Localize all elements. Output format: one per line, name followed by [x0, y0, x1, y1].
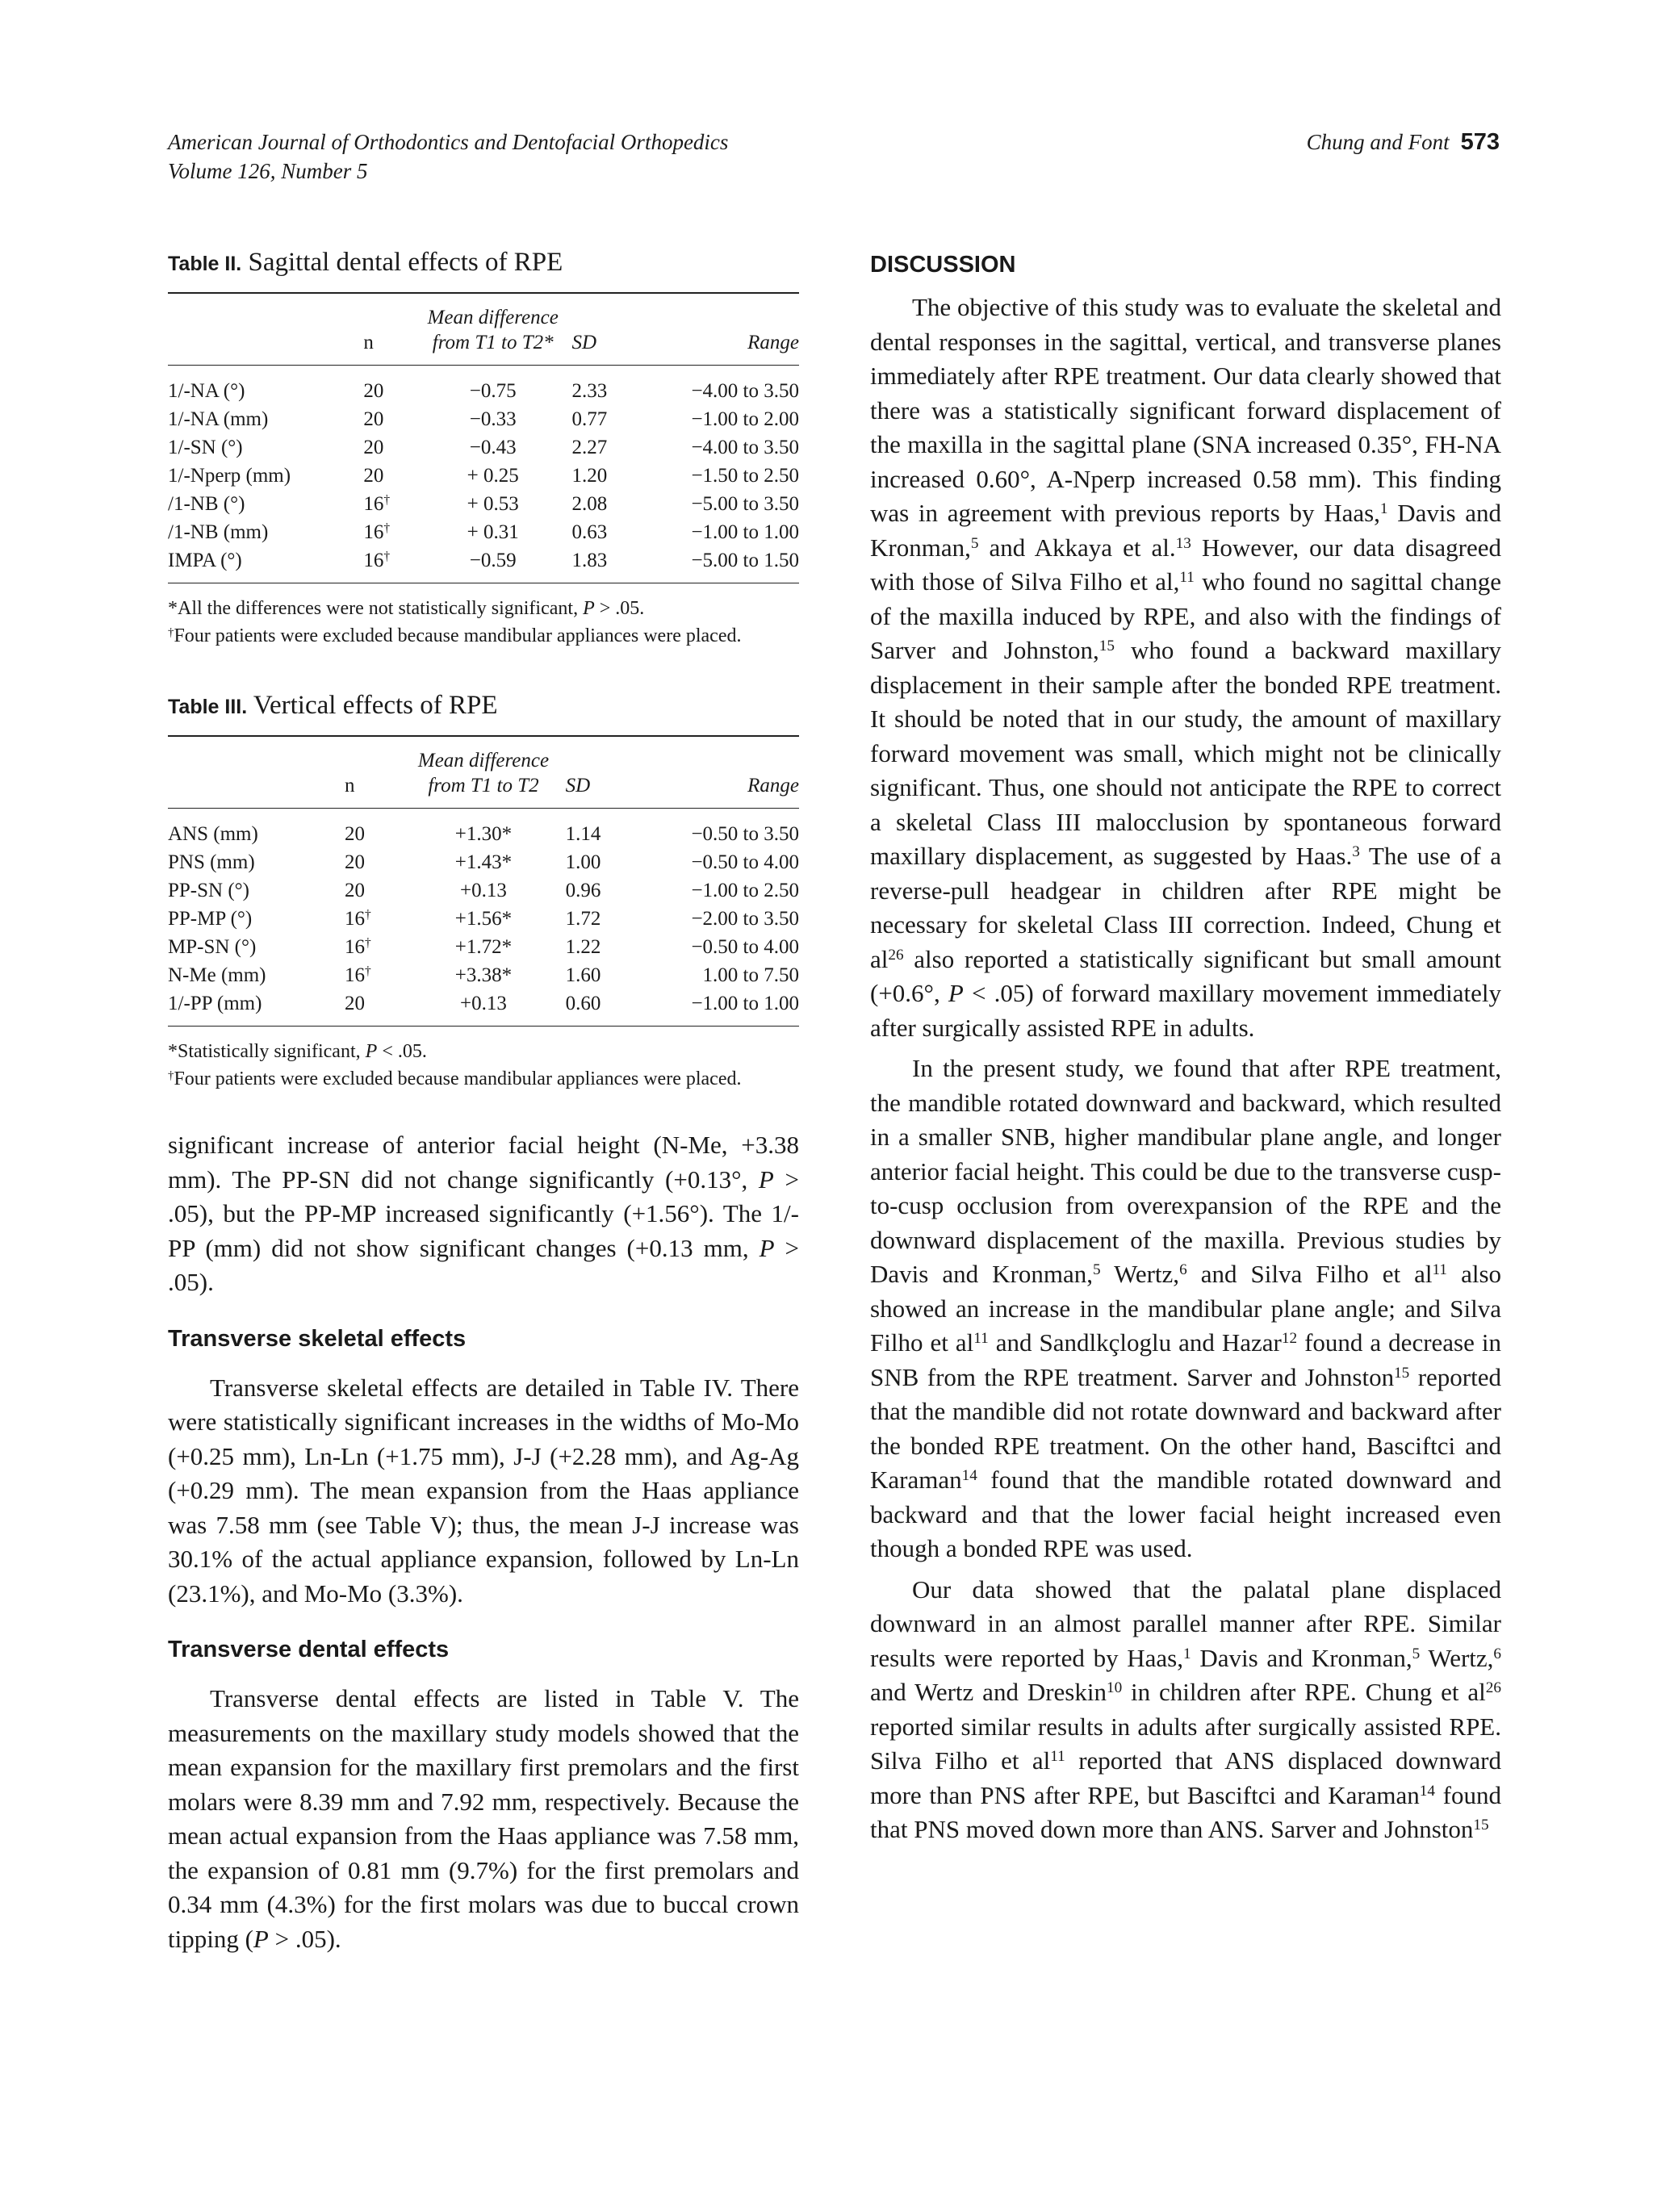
- table-2-footnotes: [168, 595, 799, 650]
- cell-variable: ANS (mm): [168, 823, 258, 845]
- cell-range: −5.00 to 1.50: [691, 550, 799, 571]
- cell-variable: PP-MP (°): [168, 908, 253, 930]
- running-header-right: [1307, 128, 1500, 157]
- table-2-title: Sagittal dental effects of RPE: [248, 248, 563, 277]
- cell-sd: 1.60: [565, 964, 601, 986]
- table-row: [168, 462, 799, 490]
- table-row: [168, 989, 799, 1027]
- table-row: [168, 546, 799, 583]
- heading-transverse-skeletal: Transverse skeletal effects: [168, 1325, 467, 1352]
- table-2-col-n: n: [363, 332, 374, 353]
- cell-sd: 1.20: [571, 465, 608, 487]
- table-row: [168, 933, 799, 961]
- cell-range: −1.00 to 1.00: [691, 993, 799, 1014]
- table-2: [168, 244, 799, 650]
- discussion-paragraph-2: In the present study, we found that after RPE treatment, the mandible rotated downward and backward, which resulted in a smaller SNB, higher mandibular plane angle, and longer anterior facial height. This could be due to the transverse cusp-to-cusp occlusion from overexpansion of the RPE and the downward displacement of the maxilla. Previous studies by Davis and Kronman,$^5$ Wertz,$^6$ and Silva Filho et $al^{11}$ also showed an increase in the mandibular plane angle; and Silva Filho et $al^{11}$ and Sandlkçloglu and Hazar$^{12}$ found a decrease in SNB from the RPE treatment. Sarver and Johnston$^{15}$ reported that the mandible did not rotate downward and backward after the bonded RPE treatment. On the other hand, Basciftci and Karaman$^{14}$ found that the mandible rotated downward and backward and that the lower facial height increased even though a bonded RPE was used.: [870, 1054, 1502, 1562]
- cell-mean-difference: −0.59: [469, 550, 517, 571]
- cell-sd: 1.83: [571, 550, 608, 571]
- table-row: [168, 961, 799, 989]
- cell-sd: 1.72: [565, 908, 601, 930]
- cell-range: −4.00 to 3.50: [691, 380, 799, 402]
- table-row: [168, 876, 799, 905]
- cell-n: 16†: [344, 908, 371, 930]
- cell-sd: 1.22: [565, 936, 601, 958]
- heading-transverse-dental: Transverse dental effects: [168, 1637, 450, 1662]
- table-2-col-range: Range: [747, 332, 799, 353]
- cell-n: 20: [363, 408, 384, 430]
- left-body-text: [168, 1128, 799, 1956]
- cell-range: −1.00 to 2.00: [691, 408, 799, 430]
- cell-n: 20: [344, 993, 365, 1014]
- table-3-grid: [168, 735, 799, 1027]
- table-row: [168, 518, 799, 546]
- page-number: 573: [1460, 129, 1500, 155]
- cell-mean-difference: −0.75: [469, 380, 517, 402]
- table-2-footnote-1: *All the differences were not statistically significant, P > .05.: [168, 598, 645, 619]
- discussion-paragraph-1: The objective of this study was to evaluate the skeletal and dental responses in the sagittal, vertical, and transverse planes immediately after RPE treatment. Our data clearly showed that there was a statistically significant forward displacement of the maxilla in the sagittal plane (SNA increased 0.35°, FH-NA increased 0.60°, A-Nperp increased 0.58 mm). This finding was in agreement with previous reports by Haas,$^1$ Davis and Kronman,$^5$ and Akkaya et al.$^{13}$ However, our data disagreed with those of Silva Filho et al,$^{11}$ who found no sagittal change of the maxilla induced by RPE, and also with the findings of Sarver and Johnston,$^{15}$ who found a backward maxillary displacement in their sample after the bonded RPE treatment. It should be noted that in our study, the amount of maxillary forward movement was small, which might not be clinically significant. Thus, one should not anticipate the RPE to correct a skeletal Class III malocclusion by spontaneous forward maxillary displacement, as suggested by Haas.$^3$ The use of a reverse-pull headgear in children after RPE might be necessary for skeletal Class III correction. Indeed, Chung et $al^{26}$ also reported a statistically significant but small amount (+0.6°, P < .05) of forward maxillary movement immediately after surgically assisted RPE in adults.: [870, 293, 1501, 1042]
- cell-range: −2.00 to 3.50: [691, 908, 799, 930]
- continued-paragraph: significant increase of anterior facial height (N-Me, +3.38 mm). The PP-SN did not change significantly (+0.13°, P > .05), but the PP-MP increased significantly (+1.56°). The 1/-PP (mm) did not show significant changes (+0.13 mm, P > .05).: [168, 1131, 799, 1296]
- table-3-title: Vertical effects of RPE: [253, 691, 498, 720]
- running-header-left: [168, 128, 728, 186]
- paragraph-transverse-dental: Transverse dental effects are listed in Table V. The measurements on the maxillary study models showed that the mean expansion for the maxillary first premolars and the first molars were 8.39 mm and 7.92 mm, respectively. Because the mean actual expansion from the Haas appliance was 7.58 mm, the expansion of 0.81 mm (9.7%) for the first premolars and 0.34 mm (4.3%) for the first molars was due to buccal crown tipping (P > .05).: [168, 1684, 799, 1953]
- cell-variable: /1-NB (°): [168, 493, 245, 515]
- table-3-col-n: n: [344, 775, 355, 797]
- cell-n: 20: [344, 851, 365, 873]
- cell-variable: 1/-NA (°): [168, 380, 245, 402]
- table-2-body: [168, 366, 799, 583]
- table-2-col-sd: SD: [571, 332, 597, 353]
- cell-variable: /1-NB (mm): [168, 521, 269, 543]
- cell-range: 1.00 to 7.50: [702, 964, 799, 986]
- cell-sd: 0.96: [565, 880, 601, 901]
- cell-mean-difference: +1.72*: [454, 936, 513, 958]
- table-2-label: Table II.: [168, 253, 242, 275]
- table-3-footnote-1: *Statistically significant, P < .05.: [168, 1041, 427, 1062]
- cell-variable: MP-SN (°): [168, 936, 257, 958]
- cell-sd: 2.33: [571, 380, 608, 402]
- table-3-col-mean: Mean difference from T1 to T2: [417, 750, 550, 797]
- right-column: [870, 244, 1501, 1847]
- table-2-footnote-2: †Four patients were excluded because mandibular appliances were placed.: [168, 625, 742, 646]
- table-2-caption: [168, 244, 799, 282]
- cell-mean-difference: + 0.53: [467, 493, 519, 515]
- cell-variable: N-Me (mm): [168, 964, 266, 986]
- cell-range: −0.50 to 3.50: [691, 823, 799, 845]
- table-row: [168, 366, 799, 406]
- table-3-body: [168, 809, 799, 1027]
- cell-mean-difference: +3.38*: [454, 964, 513, 986]
- table-3-footnote-2: †Four patients were excluded because mandibular appliances were placed.: [168, 1068, 742, 1089]
- cell-sd: 0.77: [571, 408, 608, 430]
- paragraph-transverse-skeletal: Transverse skeletal effects are detailed in Table IV. There were statistically significant increases in the widths of Mo-Mo (+0.25 mm), Ln-Ln (+1.75 mm), J-J (+2.28 mm), and Ag-Ag (+0.29 mm). The mean expansion from the Haas appliance was 7.58 mm (see Table V); thus, the mean J-J increase was 30.1% of the actual appliance expansion, followed by Ln-Ln (23.1%), and Mo-Mo (3.3%).: [168, 1373, 799, 1608]
- cell-n: 20: [363, 380, 384, 402]
- cell-mean-difference: + 0.25: [467, 465, 519, 487]
- table-3-col-sd: SD: [565, 775, 591, 797]
- cell-variable: 1/-PP (mm): [168, 993, 262, 1014]
- table-3-header-row: [168, 736, 799, 809]
- cell-n: 16†: [363, 550, 391, 571]
- table-row: [168, 848, 799, 876]
- cell-mean-difference: + 0.31: [467, 521, 519, 543]
- cell-mean-difference: +0.13: [460, 993, 507, 1014]
- cell-n: 20: [344, 880, 365, 901]
- table-row: [168, 490, 799, 518]
- heading-discussion: DISCUSSION: [870, 252, 1016, 278]
- table-3-caption: [168, 687, 799, 725]
- discussion-paragraph-3: Our data showed that the palatal plane displaced downward in an almost parallel manner after RPE. Similar results were reported by Haas,$^1$ Davis and Kronman,$^5$ Wertz,$^6$ and Wertz and Dreskin$^{10}$ in children after RPE. Chung et $al^{26}$ reported similar results in adults after surgically assisted RPE. Silva Filho et $al^{11}$ reported that ANS displaced downward more than PNS after RPE, but Basciftci and Karaman$^{14}$ found that PNS moved down more than ANS. Sarver and Johnston$^{15}$: [870, 1574, 1502, 1843]
- table-2-grid: [168, 292, 799, 583]
- table-row: [168, 809, 799, 849]
- cell-n: 16†: [344, 964, 371, 986]
- left-column: [168, 244, 799, 1956]
- cell-range: −5.00 to 3.50: [691, 493, 799, 515]
- table-row: [168, 433, 799, 462]
- cell-range: −4.00 to 3.50: [691, 437, 799, 458]
- table-2-header-row: [168, 293, 799, 366]
- cell-n: 16†: [363, 493, 391, 515]
- cell-mean-difference: −0.43: [469, 437, 517, 458]
- cell-mean-difference: −0.33: [469, 408, 517, 430]
- cell-sd: 1.00: [565, 851, 601, 873]
- cell-variable: 1/-Nperp (mm): [168, 465, 291, 487]
- running-authors: Chung and Font: [1306, 130, 1450, 154]
- cell-mean-difference: +1.56*: [454, 908, 513, 930]
- discussion-body: [870, 291, 1501, 1847]
- table-row: [168, 905, 799, 933]
- journal-volume: Volume 126, Number 5: [168, 159, 368, 183]
- cell-variable: 1/-NA (mm): [168, 408, 269, 430]
- cell-variable: PP-SN (°): [168, 880, 249, 901]
- table-3-footnotes: [168, 1038, 799, 1093]
- cell-sd: 2.08: [571, 493, 608, 515]
- cell-n: 20: [363, 437, 384, 458]
- table-row: [168, 405, 799, 433]
- table-2-col-mean: Mean difference from T1 to T2*: [427, 307, 559, 353]
- cell-variable: IMPA (°): [168, 550, 242, 571]
- cell-range: −1.50 to 2.50: [691, 465, 799, 487]
- table-3: [168, 687, 799, 1093]
- cell-range: −1.00 to 2.50: [691, 880, 799, 901]
- cell-sd: 2.27: [571, 437, 608, 458]
- cell-n: 20: [363, 465, 384, 487]
- cell-sd: 0.63: [571, 521, 608, 543]
- cell-n: 20: [344, 823, 365, 845]
- cell-n: 16†: [344, 936, 371, 958]
- cell-n: 16†: [363, 521, 391, 543]
- table-3-label: Table III.: [168, 696, 248, 718]
- cell-mean-difference: +1.43*: [454, 851, 513, 873]
- cell-mean-difference: +1.30*: [454, 823, 513, 845]
- cell-variable: 1/-SN (°): [168, 437, 243, 458]
- cell-sd: 0.60: [565, 993, 601, 1014]
- cell-variable: PNS (mm): [168, 851, 255, 873]
- table-3-col-range: Range: [747, 775, 799, 797]
- journal-name: American Journal of Orthodontics and Dentofacial Orthopedics: [168, 130, 729, 154]
- cell-range: −0.50 to 4.00: [691, 936, 799, 958]
- cell-range: −1.00 to 1.00: [691, 521, 799, 543]
- cell-mean-difference: +0.13: [460, 880, 507, 901]
- cell-range: −0.50 to 4.00: [691, 851, 799, 873]
- cell-sd: 1.14: [565, 823, 601, 845]
